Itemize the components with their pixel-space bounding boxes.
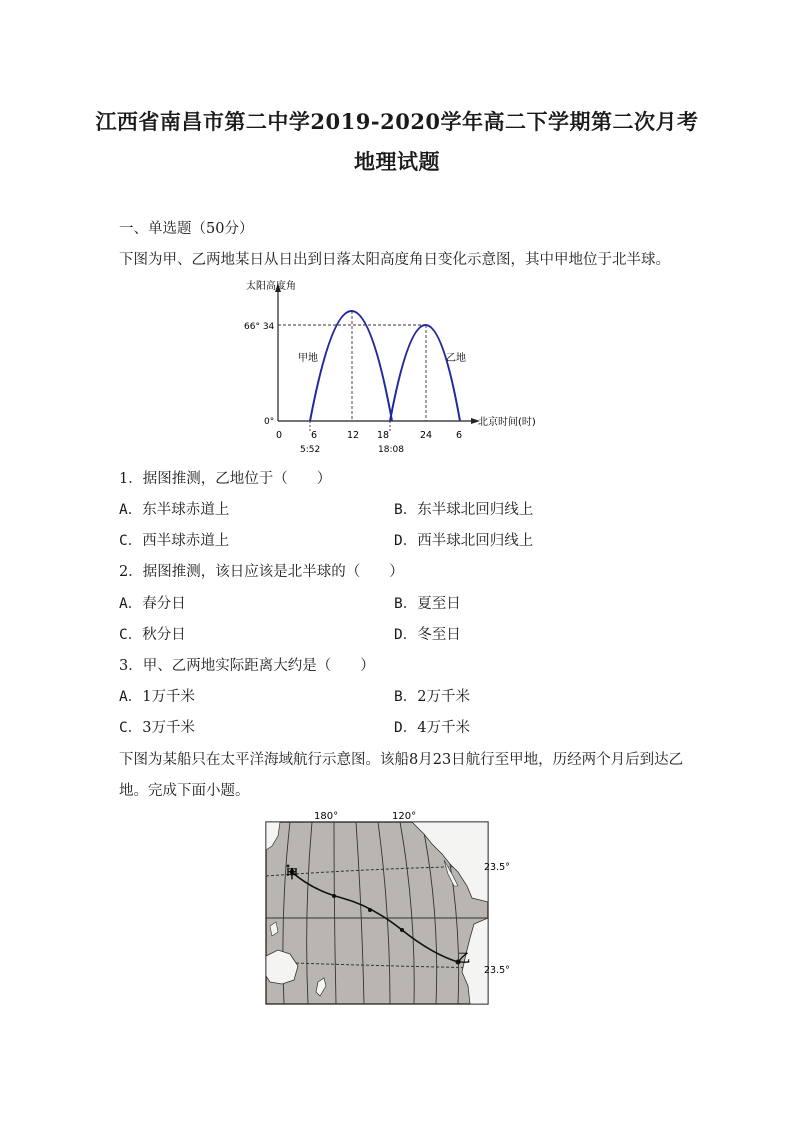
option-letter: A．	[119, 689, 143, 705]
curve-yi	[390, 325, 460, 421]
option-letter: D．	[394, 720, 418, 736]
x-tick-18: 18	[377, 430, 390, 441]
y-tick-zero: 0°	[264, 417, 275, 427]
lon-180-label: 180°	[314, 811, 339, 822]
curve-jia	[310, 311, 392, 421]
question-1-option-c	[119, 529, 229, 550]
option-letter: A．	[119, 502, 143, 518]
x-tick-24: 24	[420, 430, 433, 441]
option-text: 夏至日	[417, 596, 461, 612]
pacific-voyage-map	[262, 806, 522, 1008]
lat-south-label: 23.5°	[484, 965, 510, 976]
section-heading: 一、单选题（50分）	[119, 221, 254, 237]
question-1-option-a	[119, 498, 229, 519]
option-letter: B．	[394, 596, 418, 612]
option-text: 春分日	[142, 596, 186, 612]
option-text: 3万千米	[142, 720, 195, 736]
option-text: 东半球北回归线上	[417, 502, 534, 518]
option-text: 冬至日	[417, 627, 461, 643]
question-1-option-d	[394, 529, 533, 550]
option-text: 西半球赤道上	[142, 533, 230, 549]
question-3-option-d	[394, 716, 470, 737]
label-yi: 乙地	[446, 353, 466, 364]
x-tick-6-next: 6	[456, 430, 463, 441]
intro-paragraph-1: 下图为甲、乙两地某日从日出到日落太阳高度角日变化示意图，其中甲地位于北半球。	[119, 252, 670, 268]
option-letter: D．	[394, 533, 418, 549]
option-text: 4万千米	[417, 720, 470, 736]
y-axis-label: 太阳高度角	[246, 281, 296, 292]
question-2-option-a	[119, 592, 186, 613]
label-jia: 甲地	[298, 353, 318, 364]
question-3-stem: 3．甲、乙两地实际距离大约是（ ）	[119, 658, 375, 674]
sunset-time: 18:08	[378, 445, 404, 455]
option-letter: C．	[119, 720, 143, 736]
sunrise-time: 5:52	[300, 445, 321, 455]
question-1-option-b	[394, 498, 533, 519]
map-label-jia: 甲	[286, 867, 299, 881]
x-tick-0: 0	[276, 430, 283, 441]
lat-north-label: 23.5°	[484, 862, 510, 873]
option-text: 西半球北回归线上	[417, 533, 534, 549]
option-text: 东半球赤道上	[142, 502, 230, 518]
intro-paragraph-2-line2: 地。完成下面小题。	[119, 783, 250, 799]
y-tick-max: 66° 34	[244, 322, 275, 332]
option-text: 1万千米	[142, 689, 195, 705]
doc-title-line2: 地理试题	[354, 149, 440, 174]
question-2-option-d	[394, 623, 461, 644]
route-waypoint	[400, 928, 404, 932]
question-2-stem: 2．据图推测，该日应该是北半球的（ ）	[119, 564, 404, 580]
option-letter: C．	[119, 533, 143, 549]
question-3-option-b	[394, 685, 470, 706]
doc-title-line1: 江西省南昌市第二中学2019-2020学年高二下学期第二次月考	[95, 109, 699, 134]
option-letter: B．	[394, 689, 418, 705]
option-text: 秋分日	[142, 627, 186, 643]
x-tick-6: 6	[311, 430, 318, 441]
option-letter: A．	[119, 596, 143, 612]
question-3-option-a	[119, 685, 195, 706]
option-letter: B．	[394, 502, 418, 518]
x-tick-12: 12	[347, 430, 360, 441]
option-text: 2万千米	[417, 689, 470, 705]
question-1-stem: 1．据图推测，乙地位于（ ）	[119, 471, 332, 487]
map-label-yi: 乙	[458, 951, 471, 965]
question-3-option-c	[119, 716, 195, 737]
intro-paragraph-2-line1: 下图为某船只在太平洋海域航行示意图。该船8月23日航行至甲地，历经两个月后到达乙	[119, 752, 684, 768]
question-2-option-c	[119, 623, 186, 644]
solar-altitude-figure	[240, 273, 560, 458]
question-2-option-b	[394, 592, 461, 613]
route-waypoint	[368, 908, 372, 912]
option-letter: D．	[394, 627, 418, 643]
route-waypoint	[332, 894, 336, 898]
lon-120-label: 120°	[392, 811, 417, 822]
x-axis-label: 北京时间(时)	[478, 417, 536, 428]
option-letter: C．	[119, 627, 143, 643]
